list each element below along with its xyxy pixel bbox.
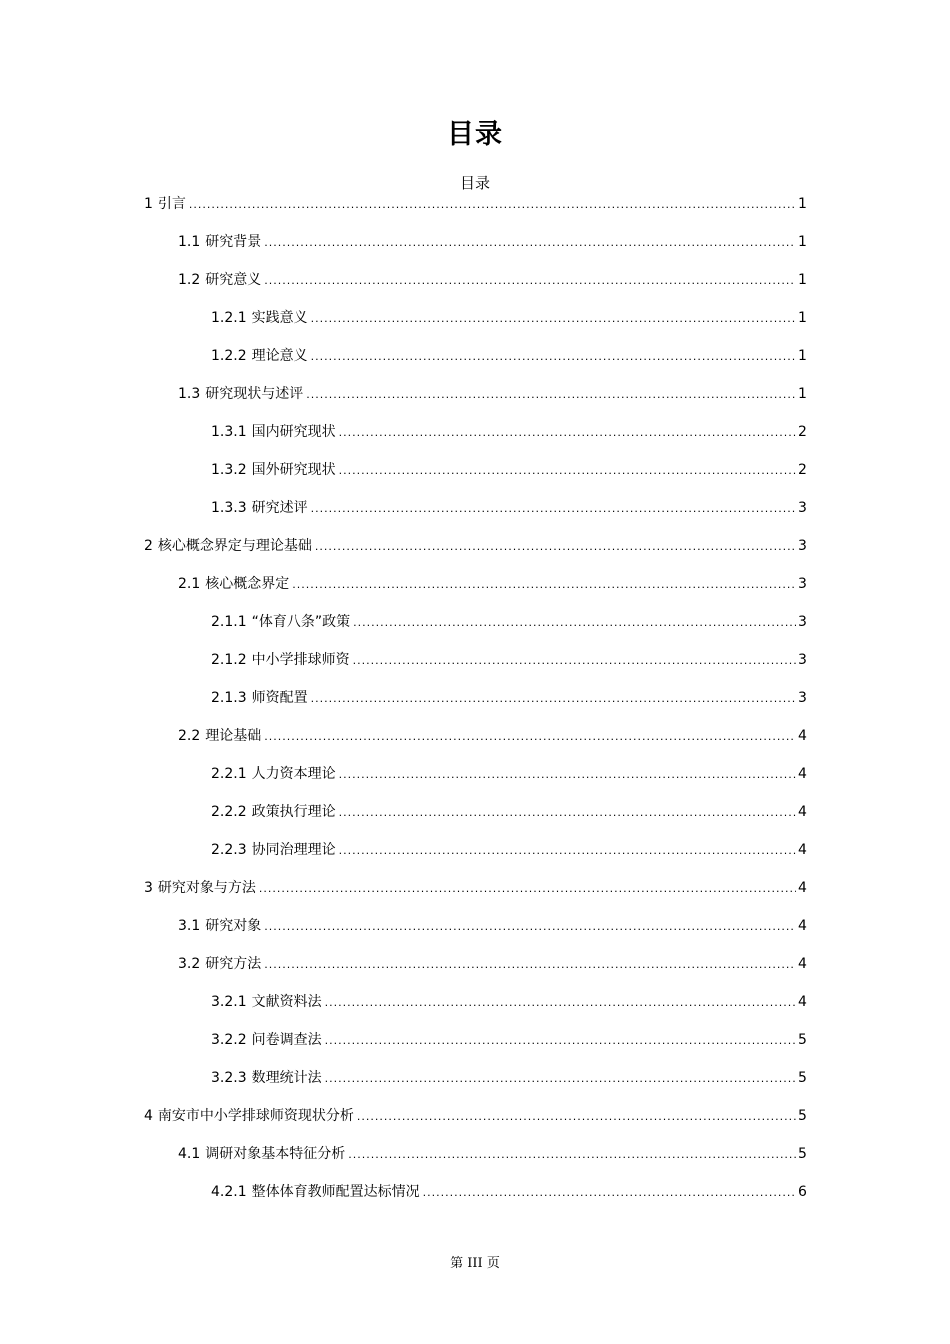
dot-leader bbox=[264, 915, 796, 939]
toc-entry[interactable] bbox=[211, 838, 806, 862]
toc-entry-text: 整体体育教师配置达标情况 bbox=[251, 1184, 420, 1200]
toc-entry-number: 3 bbox=[144, 880, 153, 896]
toc-entry-number: 1.2 bbox=[178, 272, 201, 288]
toc-entry[interactable] bbox=[211, 686, 806, 710]
toc-entry-text: 问卷调查法 bbox=[251, 1032, 322, 1048]
toc-entry-page: 6 bbox=[798, 1184, 807, 1200]
toc-entry[interactable] bbox=[144, 1104, 806, 1128]
dot-leader bbox=[264, 953, 796, 977]
dot-leader bbox=[339, 459, 796, 483]
toc-entry-text: 研究现状与述评 bbox=[205, 386, 304, 402]
toc-entry[interactable] bbox=[211, 648, 806, 672]
toc-entry-number: 3.2.3 bbox=[211, 1070, 247, 1086]
toc-entry-number: 1.3 bbox=[178, 386, 201, 402]
toc-entry-number: 4 bbox=[144, 1108, 153, 1124]
dot-leader bbox=[315, 535, 796, 559]
toc-entry-page: 2 bbox=[798, 462, 807, 478]
dot-leader bbox=[325, 1067, 796, 1091]
dot-leader bbox=[311, 307, 796, 331]
toc-entry[interactable] bbox=[144, 876, 806, 900]
toc-entry-text: “体育八条”政策 bbox=[251, 614, 351, 630]
toc-entry-text: 研究对象 bbox=[205, 918, 262, 934]
toc-entry[interactable] bbox=[211, 458, 806, 482]
toc-entry-page: 5 bbox=[798, 1108, 807, 1124]
dot-leader bbox=[353, 611, 796, 635]
toc-entry-page: 4 bbox=[798, 880, 807, 896]
dot-leader bbox=[353, 649, 796, 673]
toc-entry-page: 4 bbox=[798, 918, 807, 934]
toc-entry[interactable] bbox=[211, 610, 806, 634]
toc-entry[interactable] bbox=[211, 1028, 806, 1052]
toc-entry[interactable] bbox=[144, 192, 806, 216]
toc-entry-number: 4.2.1 bbox=[211, 1184, 247, 1200]
toc-entry-text: 研究意义 bbox=[205, 272, 262, 288]
toc-entry-number: 2.2 bbox=[178, 728, 201, 744]
toc-entry[interactable] bbox=[178, 1142, 806, 1166]
toc-entry-number: 1.3.1 bbox=[211, 424, 247, 440]
toc-entry-number: 1.2.1 bbox=[211, 310, 247, 326]
toc-entry-number: 3.2.2 bbox=[211, 1032, 247, 1048]
toc-entry-text: 理论基础 bbox=[205, 728, 262, 744]
dot-leader bbox=[189, 193, 796, 217]
toc-entry-text: 理论意义 bbox=[251, 348, 308, 364]
toc-entry-number: 2.1.3 bbox=[211, 690, 247, 706]
toc-entry[interactable] bbox=[211, 1066, 806, 1090]
toc-entry-page: 3 bbox=[798, 614, 807, 630]
toc-entry[interactable] bbox=[178, 952, 806, 976]
toc-entry[interactable] bbox=[178, 230, 806, 254]
toc-entry-number: 2.2.3 bbox=[211, 842, 247, 858]
dot-leader bbox=[292, 573, 796, 597]
dot-leader bbox=[357, 1105, 796, 1129]
dot-leader bbox=[264, 269, 796, 293]
toc-entry-number: 1.3.3 bbox=[211, 500, 247, 516]
toc-entry-number: 2.2.2 bbox=[211, 804, 247, 820]
dot-leader bbox=[348, 1143, 796, 1167]
toc-entry-page: 1 bbox=[798, 386, 807, 402]
dot-leader bbox=[339, 801, 796, 825]
toc-entry-number: 1.3.2 bbox=[211, 462, 247, 478]
toc-entry[interactable] bbox=[178, 914, 806, 938]
toc-entry-number: 4.1 bbox=[178, 1146, 201, 1162]
dot-leader bbox=[339, 763, 796, 787]
toc-entry-number: 3.2.1 bbox=[211, 994, 247, 1010]
toc-entry-page: 1 bbox=[798, 234, 807, 250]
page-number-footer: 第 III 页 bbox=[450, 1256, 500, 1271]
dot-leader bbox=[259, 877, 796, 901]
page-title: 目录 bbox=[447, 119, 503, 150]
toc-entry-text: 人力资本理论 bbox=[251, 766, 336, 782]
toc-entry-text: 数理统计法 bbox=[251, 1070, 322, 1086]
toc-entry-page: 4 bbox=[798, 994, 807, 1010]
toc-entry-text: 政策执行理论 bbox=[251, 804, 336, 820]
toc-entry-page: 4 bbox=[798, 842, 807, 858]
dot-leader bbox=[306, 383, 796, 407]
toc-entry-text: 国外研究现状 bbox=[251, 462, 336, 478]
toc-entry-number: 1 bbox=[144, 196, 153, 212]
toc-entry-number: 2 bbox=[144, 538, 153, 554]
toc-entry-text: 核心概念界定 bbox=[205, 576, 290, 592]
toc-entry-page: 4 bbox=[798, 804, 807, 820]
toc-entry[interactable] bbox=[211, 990, 806, 1014]
toc-entry-page: 1 bbox=[798, 348, 807, 364]
toc-entry-text: 国内研究现状 bbox=[251, 424, 336, 440]
toc-entry-text: 中小学排球师资 bbox=[251, 652, 350, 668]
toc-entry-number: 2.2.1 bbox=[211, 766, 247, 782]
toc-entry-page: 3 bbox=[798, 690, 807, 706]
toc-entry-text: 南安市中小学排球师资现状分析 bbox=[157, 1108, 354, 1124]
toc-entry-page: 1 bbox=[798, 272, 807, 288]
toc-entry[interactable] bbox=[178, 724, 806, 748]
dot-leader bbox=[339, 421, 796, 445]
toc-entry-text: 研究方法 bbox=[205, 956, 262, 972]
toc-entry-number: 2.1.1 bbox=[211, 614, 247, 630]
toc-entry-number: 2.1 bbox=[178, 576, 201, 592]
toc-entry-text: 协同治理理论 bbox=[251, 842, 336, 858]
toc-entry-page: 3 bbox=[798, 652, 807, 668]
dot-leader bbox=[325, 1029, 796, 1053]
toc-entry[interactable] bbox=[211, 762, 806, 786]
toc-entry[interactable] bbox=[178, 572, 806, 596]
toc-entry[interactable] bbox=[211, 800, 806, 824]
toc-entry-number: 1.1 bbox=[178, 234, 201, 250]
toc-entry-text: 引言 bbox=[157, 196, 186, 212]
dot-leader bbox=[311, 497, 796, 521]
dot-leader bbox=[423, 1181, 796, 1205]
toc-entry-page: 3 bbox=[798, 538, 807, 554]
toc-entry-page: 4 bbox=[798, 766, 807, 782]
dot-leader bbox=[264, 231, 796, 255]
toc-entry-text: 调研对象基本特征分析 bbox=[205, 1146, 346, 1162]
toc-entry-page: 3 bbox=[798, 576, 807, 592]
toc-entry-text: 研究述评 bbox=[251, 500, 308, 516]
toc-entry-text: 实践意义 bbox=[251, 310, 308, 326]
toc-entry-text: 研究背景 bbox=[205, 234, 262, 250]
dot-leader bbox=[311, 345, 796, 369]
toc-entry-text: 师资配置 bbox=[251, 690, 308, 706]
toc-entry-number: 1.2.2 bbox=[211, 348, 247, 364]
toc-entry-page: 1 bbox=[798, 310, 807, 326]
dot-leader bbox=[311, 687, 796, 711]
toc-entry[interactable] bbox=[211, 496, 806, 520]
toc-entry[interactable] bbox=[144, 534, 806, 558]
toc-entry-number: 3.2 bbox=[178, 956, 201, 972]
toc-entry[interactable] bbox=[211, 306, 806, 330]
dot-leader bbox=[325, 991, 796, 1015]
toc-entry-page: 5 bbox=[798, 1146, 807, 1162]
toc-entry-text: 文献资料法 bbox=[251, 994, 322, 1010]
toc-entry-page: 5 bbox=[798, 1070, 807, 1086]
toc-entry-page: 2 bbox=[798, 424, 807, 440]
toc-entry-page: 3 bbox=[798, 500, 807, 516]
toc-entry-text: 核心概念界定与理论基础 bbox=[157, 538, 312, 554]
dot-leader bbox=[339, 839, 796, 863]
toc-subtitle: 目录 bbox=[459, 174, 490, 192]
toc-entry[interactable] bbox=[178, 268, 806, 292]
toc-entry-page: 4 bbox=[798, 956, 807, 972]
toc-entry[interactable] bbox=[211, 1180, 806, 1204]
toc-entry-number: 3.1 bbox=[178, 918, 201, 934]
toc-entry-page: 4 bbox=[798, 728, 807, 744]
toc-entry[interactable] bbox=[211, 420, 806, 444]
toc-entry-page: 1 bbox=[798, 196, 807, 212]
toc-entry[interactable] bbox=[211, 344, 806, 368]
toc-entry-text: 研究对象与方法 bbox=[157, 880, 256, 896]
toc-entry-number: 2.1.2 bbox=[211, 652, 247, 668]
toc-entry-page: 5 bbox=[798, 1032, 807, 1048]
dot-leader bbox=[264, 725, 796, 749]
toc-entry[interactable] bbox=[178, 382, 806, 406]
